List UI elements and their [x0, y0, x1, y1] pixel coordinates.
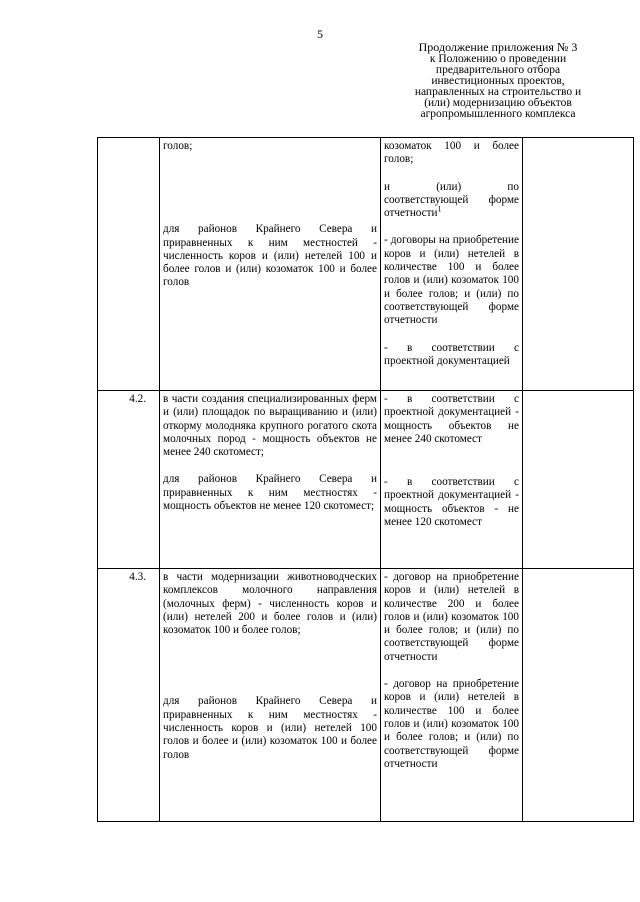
condition-text: голов;: [163, 140, 193, 152]
document-text: - в соответствии с проектной документацией: [384, 341, 519, 367]
appendix-header: [398, 40, 598, 120]
row-number-cell: [98, 391, 160, 569]
documents-cell: [381, 391, 523, 569]
document-text-span: и (или) по соответствующей форме отчетности: [384, 180, 519, 220]
row-number: 4.3.: [129, 571, 146, 583]
appendix-line: (или) модернизацию объектов: [424, 97, 572, 109]
document-text: - договоры на приобретение коров и (или) нетелей в количестве 100 и более голов и (или) козоматок 100 и более голов; и (или) по соответствующей форме отчетности: [384, 234, 519, 327]
requirements-table: [97, 137, 634, 822]
page-number: 5: [317, 27, 323, 41]
appendix-line: агропромышленного комплекса: [420, 108, 576, 120]
table-row: [98, 569, 634, 822]
condition-text: для районов Крайнего Севера и приравненных к ним местностях - численность коров и (или) нетелей 100 голов и более и (или) козоматок 100 и более голов: [163, 695, 377, 761]
document-text: - в соответствии с проектной документацией - мощность объектов - не менее 120 скотомест: [384, 476, 519, 529]
table-row: [98, 391, 634, 569]
appendix-line: инвестиционных проектов,: [431, 75, 565, 87]
empty-cell: [523, 569, 634, 822]
conditions-cell: [160, 138, 381, 391]
appendix-line: к Положению о проведении: [429, 53, 567, 65]
condition-text: для районов Крайнего Севера и приравненных к ним местностей - численность коров и (или) нетелей 100 и более голов и (или) козоматок 100 и более голов: [163, 223, 377, 289]
conditions-cell: [160, 391, 381, 569]
row-number-cell: [98, 569, 160, 822]
table-row: [98, 138, 634, 391]
document-text: [384, 181, 519, 221]
documents-cell: [381, 138, 523, 391]
documents-cell: [381, 569, 523, 822]
document-text: - договор на приобретение коров и (или) нетелей в количестве 100 и более голов и (или) козоматок 100 и более голов; и (или) по соответствующей форме отчетности: [384, 678, 519, 770]
document-text: - договор на приобретение коров и (или) нетелей в количестве 200 и более голов и (или) козоматок 100 и более голов; и (или) по соответствующей форме отчетности: [384, 571, 519, 663]
empty-cell: [523, 138, 634, 391]
appendix-line: направленных на строительство и: [414, 86, 582, 98]
document-text: козоматок 100 и более голов;: [384, 140, 519, 166]
appendix-line: предварительного отбора: [435, 64, 561, 76]
empty-cell: [523, 391, 634, 569]
conditions-cell: [160, 569, 381, 822]
condition-text: для районов Крайнего Севера и приравненных к ним местностях - мощность объектов не менее 120 скотомест;: [163, 473, 377, 513]
row-number: 4.2.: [129, 393, 146, 405]
condition-text: в части создания специализированных ферм и (или) площадок по выращиванию и (или) откорму молодняка крупного рогатого скота молочных пород - мощность объектов не менее 240 скотомест;: [163, 393, 377, 459]
row-number-cell: [98, 138, 160, 391]
document-text: - в соответствии с проектной документацией - мощность объектов не менее 240 скотомест: [384, 393, 519, 445]
footnote-mark: 1: [437, 204, 442, 214]
condition-text: в части модернизации животноводческих комплексов молочного направления (молочных ферм) - численность коров и (или) нетелей 200 и более голов и (или) козоматок 100 и более голов;: [163, 571, 377, 637]
appendix-title: Продолжение приложения № 3: [418, 40, 578, 54]
